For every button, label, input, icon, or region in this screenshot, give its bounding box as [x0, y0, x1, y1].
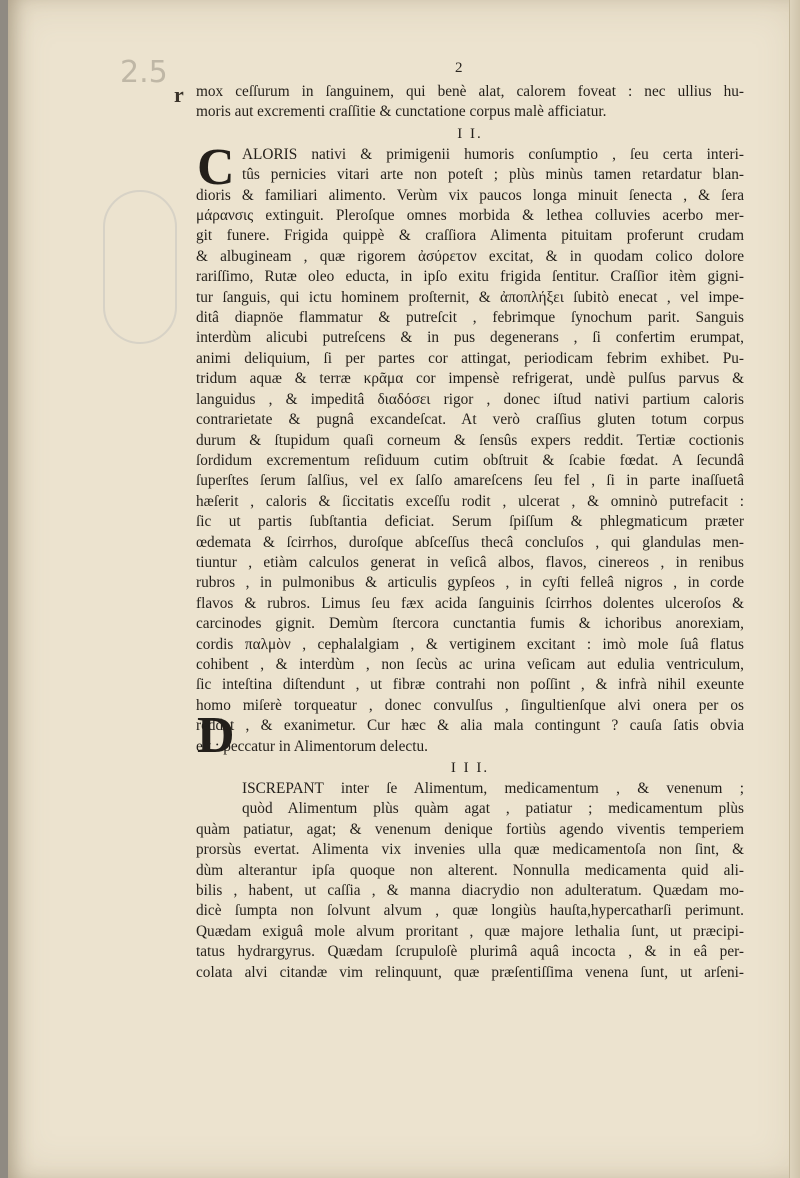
ink-stain: [103, 190, 177, 344]
text-line: Quædam exiguâ mole alvum proritant , quæ majore lethalia ſunt, ut præcipi-: [196, 922, 744, 940]
text-line: bilis , habent, ut caſſia , & manna diacrydio non adulteratum. Quædam mo-: [196, 882, 744, 900]
text-line: flavos & rubros. Limus ſeu fæx acida ſanguinis ſcirrhos dolentes ulceroſos &: [196, 594, 744, 612]
text-line: animi deliquium, ſi per partes cor attingat, periodicam febrim exhibet. Pu-: [196, 349, 744, 367]
text-line: dioris & familiari alimento. Verùm vix paucos longa minuit ſenecta , & ſera: [196, 186, 744, 204]
text-line: ſordidum excrementum reſiduum cutim obſtruit & ſcabie fœdat. A ſecundâ: [196, 451, 744, 469]
text-line: git funere. Frigida quippè & craſſiora Alimenta pituitam proferunt crudam: [196, 227, 744, 245]
text-line: durum & ſtupidum quaſi corneum & ſensûs expers reddit. Tertiæ coctionis: [196, 431, 744, 449]
text-line: rariſſimo, Rutæ oleo educta, in ipſo exitu frigida ſentitur. Craſſior itèm gigni-: [196, 268, 744, 286]
text-line: languidus , & impeditâ διαδόσει rigor , donec iſtud nativi partium caloris: [196, 390, 744, 408]
text-line: ſic ut partis ſubſtantia deficiat. Serum ſpiſſum & phlegmaticum præter: [196, 513, 744, 531]
text-line: œdemata & ſcirrhos, duroſque abſceſſus thecâ concluſos , qui glandulas men-: [196, 533, 744, 551]
text-line: cohibent , & interdùm , non ſecùs ac urina veſicam aut edulia ventriculum,: [196, 655, 744, 673]
text-line: tiuntur , etiàm calculos generat in veſicâ albos, flavos, cinereos , in renibus: [196, 553, 744, 571]
body-text: [196, 82, 744, 983]
text-line: prorsùs evertat. Alimenta vix invenies ulla quæ medicamentoſa non ſint, &: [196, 841, 744, 859]
text-line: quàm patiatur, agat; & venenum denique fortiùs agendo viventis temperiem: [196, 820, 744, 838]
text-line: & albugineam , quæ rigorem ἀσύρετον excitat, & in quodam colico dolore: [196, 247, 744, 265]
text-line: contrarietate & pugnâ excandeſcat. At verò craſſius gluten totum corpus: [196, 411, 744, 429]
section-mark: r: [174, 82, 184, 107]
page-number: 2: [455, 60, 463, 76]
text-line: ſuperſtes ſerum ſalſius, vel ex ſalſo amareſcens ſeu fel , ſi in parte inaſſuetâ: [196, 472, 744, 490]
text-line: moris aut excrementi craſſitie & cunctatione corpus malè afficiatur.: [196, 103, 607, 121]
text-line: ALORIS nativi & primigenii humoris conſumptio , ſeu certa interi-: [242, 145, 744, 163]
text-line: rubros , in pulmonibus & articulis gypſeos , in cyſti felleâ nigros , in corde: [196, 574, 744, 592]
text-line: mox ceſſurum in ſanguinem, qui benè alat, calorem foveat : nec ullius hu-: [196, 83, 744, 100]
text-line: interdùm alicubi putreſcens & in pus degenerans , ſi confertim erumpat,: [196, 329, 744, 347]
text-line: tridum aquæ & terræ κρᾶμα cor impensè refrigerat, undè pulſus parvus &: [196, 370, 744, 388]
text-line: tatus hydrargyrus. Quædam ſcrupuloſè plurimâ aquâ incocta , & in eâ per-: [196, 943, 744, 961]
text-line: tûs pernicies vitari arte non poteſt ; plùs minùs tamen retardatur blan-: [242, 166, 744, 184]
drop-cap-c: C: [197, 139, 235, 196]
text-line: ISCREPANT inter ſe Alimentum, medicamentum , & venenum ;: [242, 780, 744, 797]
text-line: hæſerit , caloris & ſiccitatis exceſſu rodit , ulcerat , & omninò putrefacit :: [196, 492, 744, 510]
pencil-annotation: 2.5: [120, 55, 168, 90]
text-line: dùm alterantur ipſa quoque non alterent. Nonnulla medicamenta quid ali-: [196, 861, 744, 879]
text-line: carcinodes gignit. Demùm ſtercora cunctantia fumis & ichoribus anorexiam,: [196, 615, 744, 633]
text-line: eſt : peccatur in Alimentorum delectu.: [196, 737, 428, 755]
drop-cap-d: D: [197, 707, 235, 764]
text-line: dicè ſumpta non ſolvunt alvum , quæ longiùs hauſta,hypercatharſi perimunt.: [196, 902, 744, 920]
text-line: cordis παλμὸν , cephalalgiam , & vertiginem excitant : imò mole ſuâ flatus: [196, 635, 744, 653]
text-line: ſic inteſtina diſtendunt , ut fibræ contrahi non poſſint , & infrà nihil exeunte: [196, 676, 744, 694]
text-line: quòd Alimentum plùs quàm agat , patiatur ; medicamentum plùs: [242, 800, 744, 818]
page-edge: [789, 0, 800, 1178]
text-line: homo miſerè torqueatur , donec convulſus , ſingultienſque alvi onera per os: [196, 696, 744, 714]
section-heading-2: I I.: [457, 125, 483, 142]
text-line: ditâ diapnöe flammatur & putreſcit , febrimque ſynochum parit. Sanguis: [196, 309, 744, 327]
text-line: tur ſanguis, qui ictu hominem proſternit, & ἀποπλήξει ſubitò enecat , vel impe-: [196, 288, 744, 306]
section-heading-3: I I I.: [450, 760, 490, 776]
text-line: μάρανσις extinguit. Pleroſque omnes morbida & lethea colluvies acerbo mer-: [196, 207, 744, 225]
text-line: reddat , & exanimetur. Cur hæc & alia mala contingunt ? cauſa ſatis obvia: [196, 717, 744, 735]
text-line: colata alvi citandæ vim relinquunt, quæ præſentiſſima venena ſunt, ut arſeni-: [196, 963, 744, 981]
